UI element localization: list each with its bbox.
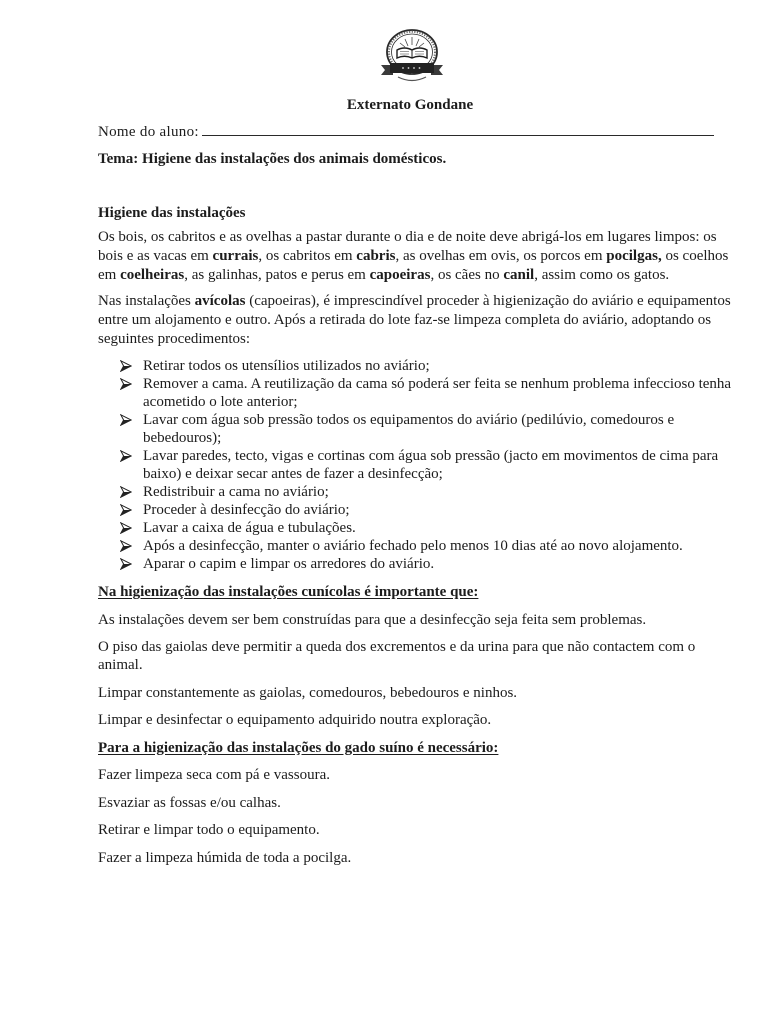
list-item-text (143, 357, 738, 375)
list-item-line: Lavar com água sob pressão todos os equipamentos do aviário (pedilúvio, comedouros e (143, 412, 675, 428)
paragraph-line (98, 247, 738, 266)
list-item (98, 537, 738, 555)
student-name-row (98, 122, 714, 141)
text-run: , os cães no (430, 267, 504, 283)
section-heading: Higiene das instalações (98, 205, 246, 221)
term-currais: currais (212, 248, 259, 264)
pig-housing-heading: Para a higienização das instalações do gado suíno é necessário: (98, 739, 499, 756)
paragraph-line (98, 266, 738, 285)
list-item-text (143, 537, 738, 555)
paragraph-line: Os bois, os cabritos e as ovelhas a pastar durante o dia e de noite deve abrigá-los em lugares limpos: os (98, 229, 717, 245)
term-pocilgas: pocilgas, (606, 248, 662, 264)
paragraph-animal-shelters (98, 228, 738, 285)
rabbit-point (98, 611, 738, 629)
list-item (98, 447, 738, 483)
paragraph-line (98, 292, 738, 311)
rabbit-point (98, 711, 738, 729)
list-item (98, 555, 738, 573)
term-coelheiras: coelheiras (120, 267, 185, 283)
term-capoeiras: capoeiras (369, 267, 431, 283)
list-item-line: acometido o lote anterior; (143, 394, 298, 410)
list-item-text (143, 375, 738, 411)
list-item-line: Lavar a caixa de água e tubulações. (143, 520, 356, 536)
list-item (98, 411, 738, 447)
arrowhead-bullet-icon (120, 504, 132, 516)
poultry-procedures-list (98, 357, 738, 573)
arrowhead-bullet-icon (120, 360, 132, 372)
text-run: , as ovelhas em ovis, os porcos em (395, 248, 607, 264)
text-run: em (98, 267, 121, 283)
point-line: animal. (98, 657, 143, 673)
list-item-line: Após a desinfecção, manter o aviário fechado pelo menos 10 dias até ao novo alojamento. (143, 538, 683, 554)
list-item-line: Remover a cama. A reutilização da cama só poderá ser feita se nenhum problema infeccioso tenha (143, 376, 732, 392)
arrowhead-bullet-icon (120, 378, 132, 390)
arrowhead-bullet-icon (120, 522, 132, 534)
list-item-text (143, 519, 738, 537)
term-avicolas: avícolas (194, 293, 246, 309)
worksheet-body (98, 204, 738, 867)
school-name: Externato Gondane (346, 97, 474, 113)
text-run: bois e as vacas em (98, 248, 213, 264)
list-item-line: Aparar o capim e limpar os arredores do aviário. (143, 556, 435, 572)
paragraph-line: entre um alojamento e outro. Após a retirada do lote faz-se limpeza completa do aviário, adoptando os (98, 312, 712, 328)
text-run: os coelhos (661, 248, 729, 264)
list-item-text (143, 501, 738, 519)
list-item-line: Proceder à desinfecção do aviário; (143, 502, 350, 518)
term-canil: canil (503, 267, 535, 283)
list-item (98, 483, 738, 501)
list-item-line: baixo) e deixar secar antes de fazer a desinfecção; (143, 466, 443, 482)
text-run: , os cabritos em (258, 248, 357, 264)
text-run: (capoeiras), é imprescindível proceder à higienização do aviário e equipamentos (245, 293, 731, 309)
rabbit-point (98, 638, 738, 674)
list-item (98, 357, 738, 375)
point-line: Limpar e desinfectar o equipamento adquirido noutra exploração. (98, 712, 492, 728)
text-run: , assim como os gatos. (534, 267, 670, 283)
list-item-text (143, 411, 738, 447)
term-cabris: cabris (356, 248, 396, 264)
list-item-text (143, 555, 738, 573)
school-emblem-icon (378, 26, 446, 86)
arrowhead-bullet-icon (120, 450, 132, 462)
rabbit-point (98, 684, 738, 702)
text-run: , as galinhas, patos e perus em (184, 267, 370, 283)
pig-point: Fazer limpeza seca com pá e vassoura. (98, 767, 330, 783)
list-item-text (143, 447, 738, 483)
point-line: Limpar constantemente as gaiolas, comedouros, bebedouros e ninhos. (98, 684, 518, 701)
arrowhead-bullet-icon (120, 486, 132, 498)
pig-point: Retirar e limpar todo o equipamento. (98, 822, 320, 838)
list-item (98, 501, 738, 519)
paragraph-poultry-housing (98, 292, 738, 349)
rabbit-housing-heading: Na higienização das instalações cunícolas é importante que: (98, 584, 479, 600)
student-name-label: Nome do aluno: (98, 124, 199, 140)
text-run: Nas instalações (98, 293, 195, 309)
student-name-blank-line (202, 122, 714, 136)
list-item-text (143, 483, 738, 501)
pig-point: Fazer a limpeza húmida de toda a pocilga. (98, 849, 352, 866)
list-item (98, 519, 738, 537)
paragraph-line: seguintes procedimentos: (98, 331, 251, 347)
arrowhead-bullet-icon (120, 558, 132, 570)
arrowhead-bullet-icon (120, 540, 132, 552)
list-item-line: bebedouros); (143, 430, 222, 446)
pig-point: Esvaziar as fossas e/ou calhas. (98, 794, 281, 811)
worksheet-theme: Tema: Higiene das instalações dos animais domésticos. (98, 151, 447, 167)
arrowhead-bullet-icon (120, 414, 132, 426)
list-item-line: Lavar paredes, tecto, vigas e cortinas com água sob pressão (jacto em movimentos de cima para (143, 448, 719, 464)
list-item (98, 375, 738, 411)
list-item-line: Redistribuir a cama no aviário; (143, 484, 329, 500)
point-line: O piso das gaiolas deve permitir a queda dos excrementos e da urina para que não contactem com o (98, 639, 696, 655)
list-item-line: Retirar todos os utensílios utilizados no aviário; (143, 358, 430, 374)
point-line: As instalações devem ser bem construídas para que a desinfecção seja feita sem problemas. (98, 611, 647, 628)
